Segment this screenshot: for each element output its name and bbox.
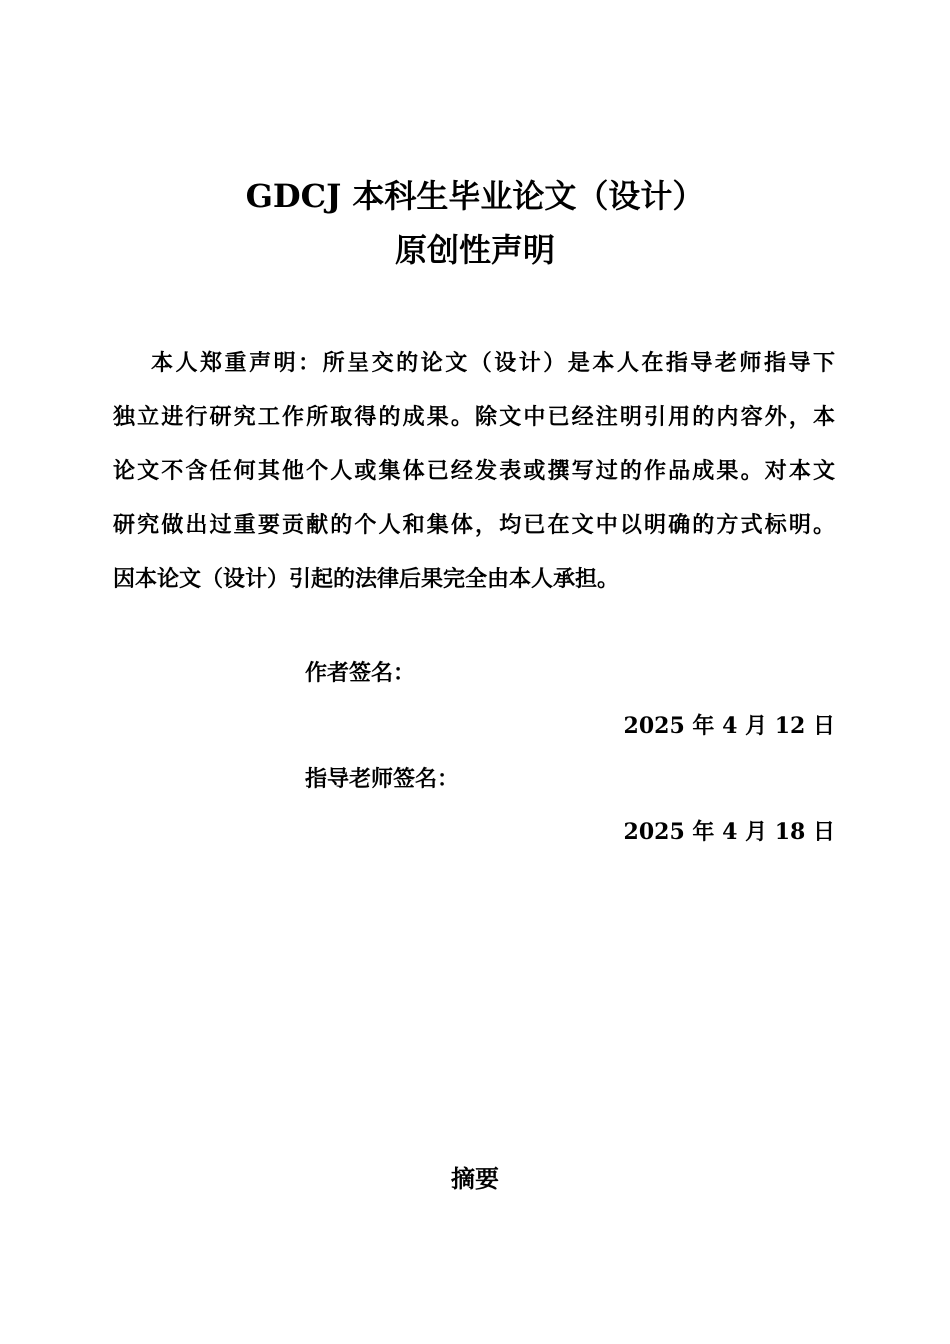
advisor-signature-date: 2025 年 4 月 18 日 bbox=[623, 819, 835, 845]
abstract-heading: 摘要 bbox=[451, 1164, 499, 1193]
author-signature-date: 2025 年 4 月 12 日 bbox=[623, 713, 835, 739]
thesis-title: GDCJ 本科生毕业论文（设计） bbox=[245, 177, 705, 215]
declaration-paragraph bbox=[113, 336, 835, 606]
declaration-line: 研究做出过重要贡献的个人和集体，均已在文中以明确的方式标明。 bbox=[113, 512, 835, 538]
declaration-title: 原创性声明 bbox=[394, 231, 555, 269]
declaration-line: 本人郑重声明：所呈交的论文（设计）是本人在指导老师指导下 bbox=[151, 350, 835, 376]
author-signature-label: 作者签名： bbox=[305, 660, 416, 686]
declaration-line: 论文不含任何其他个人或集体已经发表或撰写过的作品成果。对本文 bbox=[113, 458, 835, 484]
declaration-line: 独立进行研究工作所取得的成果。除文中已经注明引用的内容外，本 bbox=[113, 404, 835, 430]
advisor-signature-label: 指导老师签名： bbox=[305, 766, 460, 792]
declaration-line: 因本论文（设计）引起的法律后果完全由本人承担。 bbox=[113, 566, 620, 592]
